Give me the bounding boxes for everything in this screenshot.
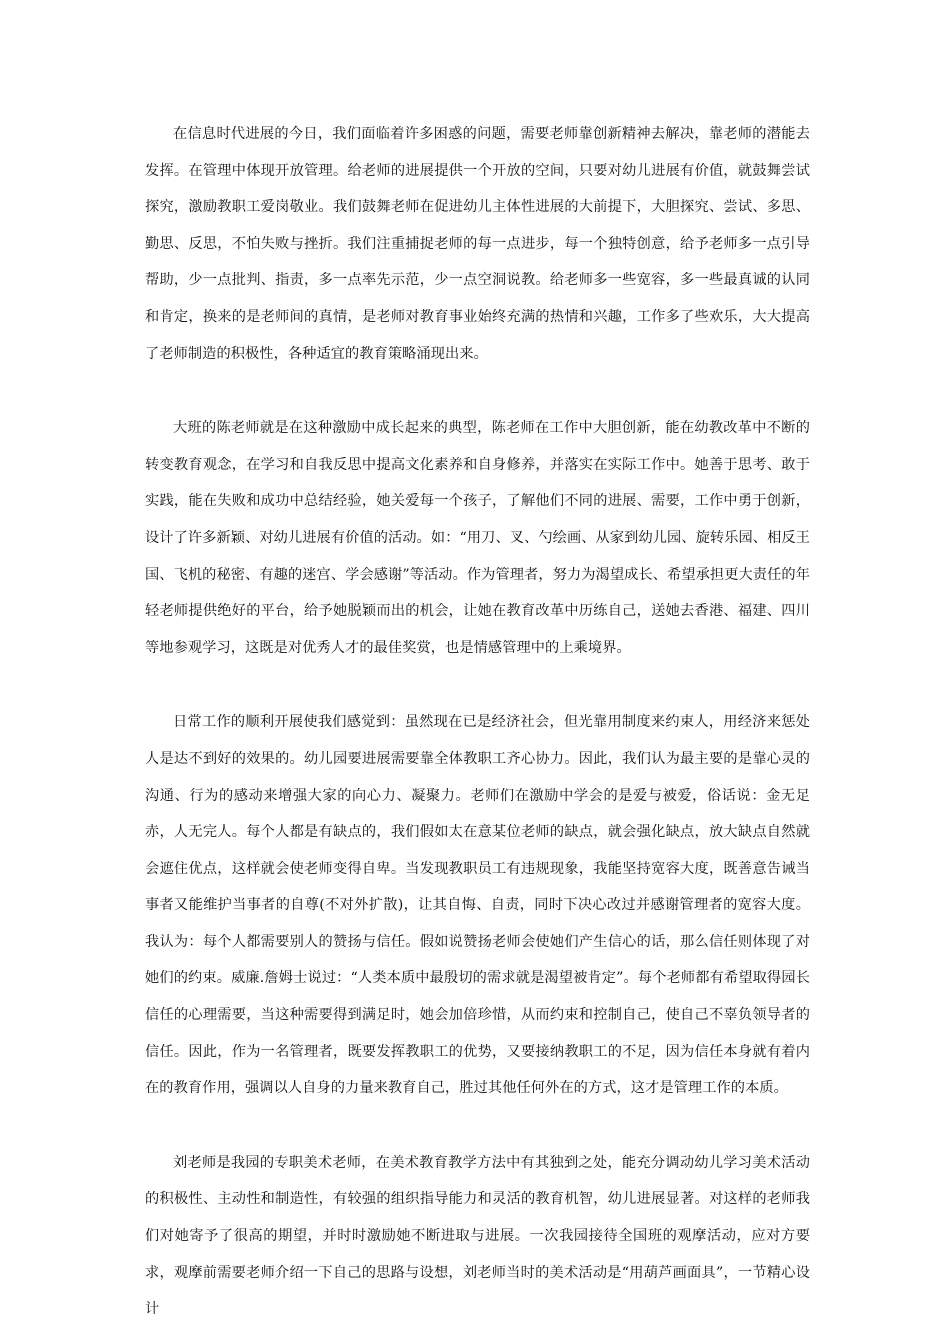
paragraph-trust-and-tolerance: 日常工作的顺利开展使我们感觉到：虽然现在已是经济社会，但光靠用制度来约束人，用经济来惩处人是达不到好的效果的。幼儿园要进展需要靠全体教职工齐心协力。因此，我们认为最主要的是靠心灵的沟通、行为的感动来增强大家的向心力、凝聚力。老师们在激励中学会的是爱与被爱，俗话说：金无足赤，人无完人。每个人都是有缺点的，我们假如太在意某位老师的缺点，就会强化缺点，放大缺点自然就会遮住优点，这样就会使老师变得自卑。当发现教职员工有违规现象，我能坚持宽容大度，既善意告诫当事者又能维护当事者的自尊(不对外扩散)，让其自悔、自责，同时下决心改过并感谢管理者的宽容大度。我认为：每个人都需要别人的赞扬与信任。假如说赞扬老师会使她们产生信心的话，那么信任则体现了对她们的约束。威廉.詹姆士说过：“人类本质中最殷切的需求就是渴望被肯定”。每个老师都有希望取得园长信任的心理需要，当这种需要得到满足时，她会加倍珍惜，从而约束和控制自己，使自己不辜负领导者的信任。因此，作为一名管理者，既要发挥教职工的优势，又要接纳教职工的不足，因为信任本身就有着内在的教育作用，强调以人自身的力量来教育自己，胜过其他任何外在的方式，这才是管理工作的本质。 (145, 714, 810, 1097)
paragraph-open-management: 在信息时代进展的今日，我们面临着许多困惑的问题，需要老师靠创新精神去解决，靠老师的潜能去发挥。在管理中体现开放管理。给老师的进展提供一个开放的空间，只要对幼儿进展有价值，就鼓舞尝试探究，激励教职工爱岗敬业。我们鼓舞老师在促进幼儿主体性进展的大前提下，大胆探究、尝试、多思、勤思、反思，不怕失败与挫折。我们注重捕捉老师的每一点进步，每一个独特创意，给予老师多一点引导帮助，少一点批判、指责，多一点率先示范，少一点空洞说教。给老师多一些宽容，多一些最真诚的认同和肯定，换来的是老师间的真情，是老师对教育事业始终充满的热情和兴趣，工作多了些欢乐，大大提高了老师制造的积极性，各种适宜的教育策略涌现出来。 (145, 126, 810, 362)
document-body (145, 116, 810, 1328)
paragraph-teacher-liu: 刘老师是我园的专职美术老师，在美术教育教学方法中有其独到之处，能充分调动幼儿学习美术活动的积极性、主动性和制造性，有较强的组织指导能力和灵活的教育机智，幼儿进展显著。对这样的老师我们对她寄予了很高的期望，并时时激励她不断进取与进展。一次我园接待全国班的观摩活动，应对方要求，观摩前需要老师介绍一下自己的思路与设想，刘老师当时的美术活动是“用葫芦画面具”，一节精心设计 (145, 1154, 810, 1318)
paragraph-teacher-chen: 大班的陈老师就是在这种激励中成长起来的典型，陈老师在工作中大胆创新，能在幼教改革中不断的转变教育观念，在学习和自我反思中提高文化素养和自身修养，并落实在实际工作中。她善于思考、敢于实践，能在失败和成功中总结经验，她关爱每一个孩子，了解他们不同的进展、需要，工作中勇于创新，设计了许多新颖、对幼儿进展有价值的活动。如：“用刀、叉、勺绘画、从家到幼儿园、旋转乐园、相反王国、飞机的秘密、有趣的迷宫、学会感谢”等活动。作为管理者，努力为渴望成长、希望承担更大责任的年轻老师提供绝好的平台，给予她脱颖而出的机会，让她在教育改革中历练自己，送她去香港、福建、四川等地参观学习，这既是对优秀人才的最佳奖赏，也是情感管理中的上乘境界。 (145, 420, 810, 656)
